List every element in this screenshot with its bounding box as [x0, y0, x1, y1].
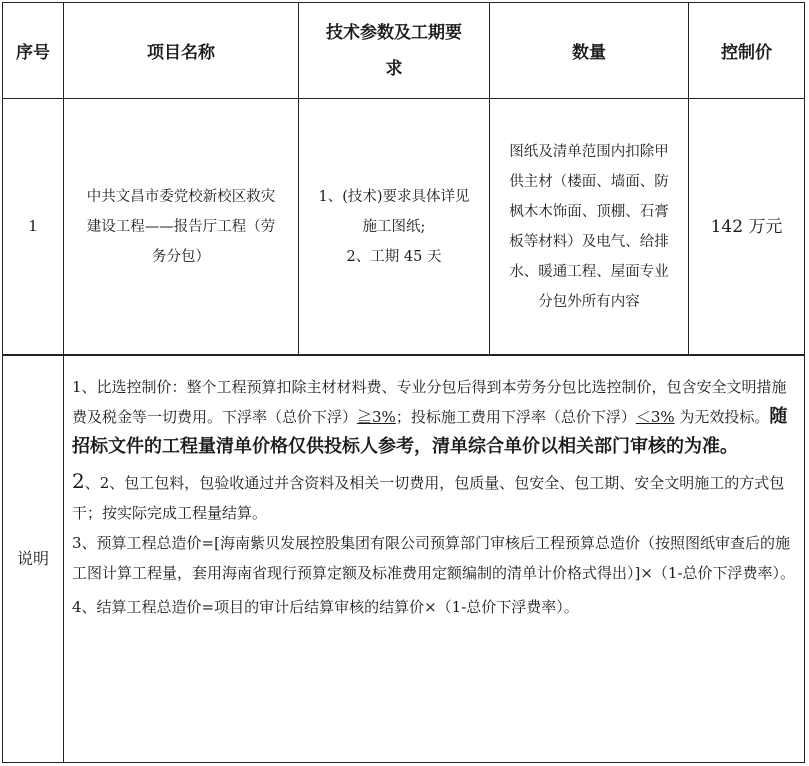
note-3: 3、预算工程总造价=[海南紫贝发展控股集团有限公司预算部门审核后工程预算总造价（按照图纸审查后的施工图计算工程量，套用海南省现行预算定额及标准费用定额编制的清单计价格式得出）]×（1-总价下浮费率）。 — [72, 534, 796, 582]
note-1: 1、比选控制价：整个工程预算扣除主材材料费、专业分包后得到本劳务分包比选控制价，包含安全文明措施费及税金等一切费用。下浮率（总价下浮）≧3%；投标施工费用下浮率（总价下浮）＜3% 为无效投标。随招标文件的工程量清单价格仅供投标人参考，清单综合单价以相关部门审核的为准。 — [72, 378, 788, 457]
note-2: 2、2、包工包料，包验收通过并含资料及相关一切费用，包质量、包安全、包工期、安全文明施工的方式包干；按实际完成工程量结算。 — [72, 469, 785, 522]
note-1-emphasis: 随招标文件的工程量清单价格仅供投标人参考，清单综合单价以相关部门审核的为准。 — [72, 406, 788, 457]
notes-content — [72, 372, 800, 622]
row1-project-name: 中共文昌市委党校新校区救灾 建设工程——报告厅工程（劳 务分包） — [86, 188, 276, 265]
header-tech-params: 技术参数及工期要 求 — [326, 22, 462, 79]
row1-control-price: 142 万元 — [710, 216, 783, 237]
row1-tech-params: 1、(技术)要求具体详见 施工图纸; 2、工期 45 天 — [318, 188, 470, 265]
row1-seq: 1 — [28, 218, 38, 235]
note-1-threshold-invalid: ＜3% — [635, 408, 675, 426]
row1-bottom-line — [2, 354, 805, 356]
note-1-threshold-min: ≧3% — [357, 408, 396, 426]
notes-label: 说明 — [16, 549, 49, 568]
note-4: 4、结算工程总造价=项目的审计后结算审核的结算价×（1-总价下浮费率）。 — [72, 598, 579, 616]
row1-quantity: 图纸及清单范围内扣除甲 供主材（楼面、墙面、防 枫木木饰面、顶棚、石膏 板等材料）及电气、给排 水、暖通工程、屋面专业 分包外所有内容 — [509, 143, 669, 310]
header-control-price: 控制价 — [721, 43, 772, 63]
header-project-name: 项目名称 — [147, 43, 215, 63]
header-quantity: 数量 — [572, 43, 606, 63]
header-seq: 序号 — [16, 43, 50, 63]
